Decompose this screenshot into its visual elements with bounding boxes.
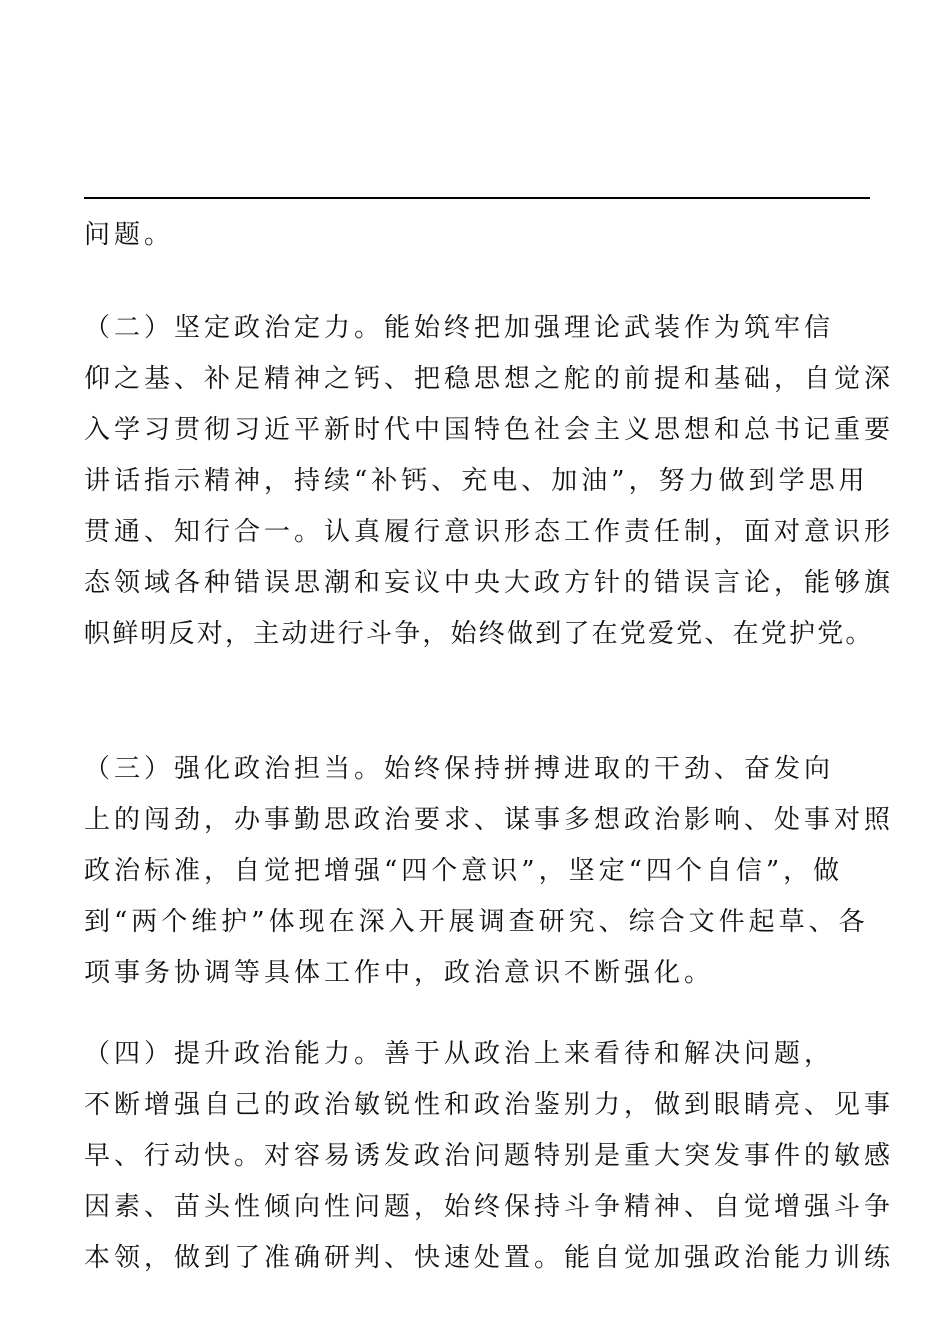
text-line: 问题。	[84, 220, 175, 250]
paragraph-3-line: （三）强化政治担当。始终保持拼搏进取的干劲、奋发向	[84, 754, 835, 784]
document-body	[84, 210, 895, 1284]
paragraph-3-line: 项事务协调等具体工作中，政治意识不断强化。	[84, 958, 715, 988]
header-rule	[84, 197, 870, 199]
paragraph-4-line: 不断增强自己的政治敏锐性和政治鉴别力，做到眼睛亮、见事	[84, 1090, 895, 1120]
paragraph-2-line: 入学习贯彻习近平新时代中国特色社会主义思想和总书记重要	[84, 415, 895, 445]
paragraph-4-line: 早、行动快。对容易诱发政治问题特别是重大突发事件的敏感	[84, 1141, 895, 1171]
paragraph-gap	[84, 261, 870, 303]
paragraph-2-line: （二）坚定政治定力。能始终把加强理论武装作为筑牢信	[84, 313, 835, 343]
paragraph-2-line: 帜鲜明反对，主动进行斗争，始终做到了在党爱党、在党护党。	[84, 619, 874, 649]
paragraph-gap	[84, 660, 870, 744]
paragraph-4-line: 因素、苗头性倾向性问题，始终保持斗争精神、自觉增强斗争	[84, 1192, 895, 1222]
paragraph-2-line: 仰之基、补足精神之钙、把稳思想之舵的前提和基础，自觉深	[84, 364, 895, 394]
paragraph-2-line: 讲话指示精神，持续“补钙、充电、加油”，努力做到学思用	[84, 466, 869, 496]
paragraph-2-line: 贯通、知行合一。认真履行意识形态工作责任制，面对意识形	[84, 517, 895, 547]
paragraph-4-line: 本领，做到了准确研判、快速处置。能自觉加强政治能力训练	[84, 1243, 895, 1273]
paragraph-3-line: 到“两个维护”体现在深入开展调查研究、综合文件起草、各	[84, 907, 869, 937]
paragraph-3-line: 政治标准，自觉把增强“四个意识”，坚定“四个自信”，做	[84, 856, 844, 886]
paragraph-3-line: 上的闯劲，办事勤思政治要求、谋事多想政治影响、处事对照	[84, 805, 895, 835]
paragraph-4-line: （四）提升政治能力。善于从政治上来看待和解决问题，	[84, 1039, 835, 1069]
paragraph-2-line: 态领域各种错误思潮和妄议中央大政方针的错误言论，能够旗	[84, 568, 895, 598]
paragraph-gap	[84, 999, 870, 1029]
